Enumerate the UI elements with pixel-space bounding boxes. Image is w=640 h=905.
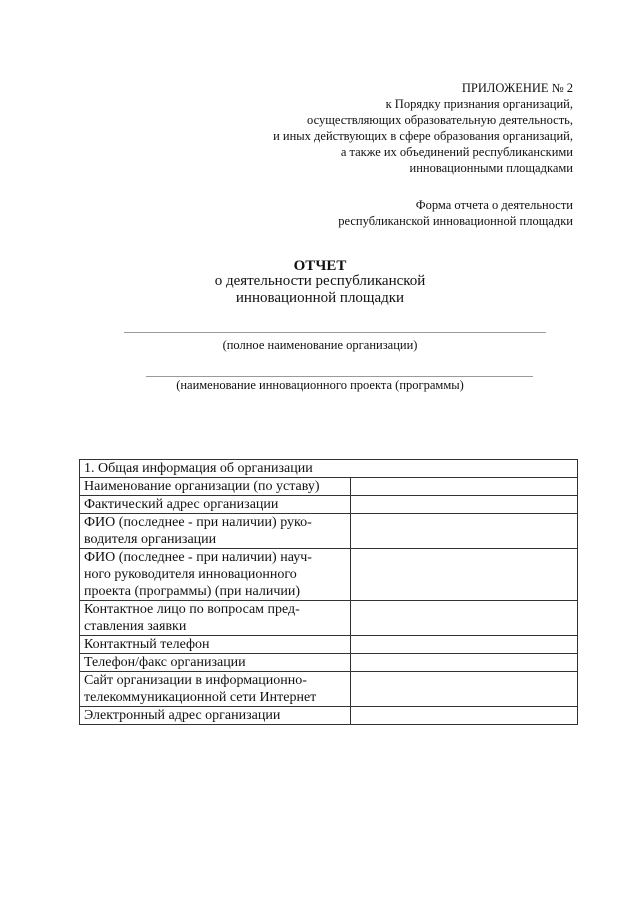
table-row xyxy=(80,514,578,549)
row-label-line: Контактное лицо по вопросам пред- xyxy=(84,602,300,617)
row-label-line: Сайт организации в информационно- xyxy=(84,673,307,688)
table-row xyxy=(80,654,578,672)
org-name-caption: (полное наименование организации) xyxy=(222,338,418,352)
row-label-line: Электронный адрес организации xyxy=(84,708,281,723)
table-row xyxy=(80,707,578,725)
table-row xyxy=(80,601,578,636)
appendix-line: осуществляющих образовательную деятельность, xyxy=(307,113,573,127)
row-label-line: Наименование организации (по уставу) xyxy=(84,479,320,494)
appendix-line: и иных действующих в сфере образования организаций, xyxy=(273,129,573,143)
row-value-cell[interactable] xyxy=(350,549,577,601)
row-label xyxy=(80,707,351,725)
row-label xyxy=(80,601,351,636)
row-label-line: Фактический адрес организации xyxy=(84,497,279,512)
row-label xyxy=(80,654,351,672)
row-value-cell[interactable] xyxy=(350,514,577,549)
row-value-cell[interactable] xyxy=(350,707,577,725)
form-note-line: республиканской инновационной площадки xyxy=(338,214,573,228)
table-row xyxy=(80,672,578,707)
row-label xyxy=(80,514,351,549)
row-label-line: телекоммуникационной сети Интернет xyxy=(84,690,317,705)
table-row xyxy=(80,496,578,514)
row-label-line: Телефон/факс организации xyxy=(84,655,246,670)
table-row xyxy=(80,478,578,496)
project-name-line[interactable] xyxy=(146,376,533,377)
row-label xyxy=(80,478,351,496)
report-subtitle-line: о деятельности республиканской xyxy=(214,273,426,289)
row-label xyxy=(80,672,351,707)
table-row xyxy=(80,636,578,654)
table-row xyxy=(80,549,578,601)
row-label-line: ного руководителя инновационного xyxy=(84,567,297,582)
appendix-header xyxy=(213,80,573,176)
row-label-line: водителя организации xyxy=(84,532,217,547)
row-value-cell[interactable] xyxy=(350,636,577,654)
row-label xyxy=(80,549,351,601)
table-section-row xyxy=(80,460,578,478)
report-subtitle-line: инновационной площадки xyxy=(235,290,405,306)
row-label-line: ФИО (последнее - при наличии) науч- xyxy=(84,550,312,565)
row-value-cell[interactable] xyxy=(350,478,577,496)
row-value-cell[interactable] xyxy=(350,654,577,672)
appendix-line: а также их объединений республиканскими xyxy=(340,145,573,159)
row-label xyxy=(80,496,351,514)
table-section-title: 1. Общая информация об организации xyxy=(80,460,578,478)
row-value-cell[interactable] xyxy=(350,496,577,514)
row-value-cell[interactable] xyxy=(350,672,577,707)
project-name-caption: (наименование инновационного проекта (программы) xyxy=(176,378,464,392)
row-label xyxy=(80,636,351,654)
row-label-line: проекта (программы) (при наличии) xyxy=(84,584,301,599)
form-note xyxy=(213,197,573,229)
row-value-cell[interactable] xyxy=(350,601,577,636)
appendix-line: инновационными площадками xyxy=(409,161,573,175)
appendix-line: ПРИЛОЖЕНИЕ № 2 xyxy=(461,81,573,95)
report-title: ОТЧЕТ xyxy=(293,258,347,274)
org-name-line[interactable] xyxy=(124,332,546,333)
row-label-line: ставления заявки xyxy=(84,619,187,634)
org-info-table xyxy=(79,459,578,725)
row-label-line: ФИО (последнее - при наличии) руко- xyxy=(84,515,312,530)
row-label-line: Контактный телефон xyxy=(84,637,210,652)
form-note-line: Форма отчета о деятельности xyxy=(415,198,573,212)
report-subtitle xyxy=(0,273,640,307)
appendix-line: к Порядку признания организаций, xyxy=(385,97,573,111)
